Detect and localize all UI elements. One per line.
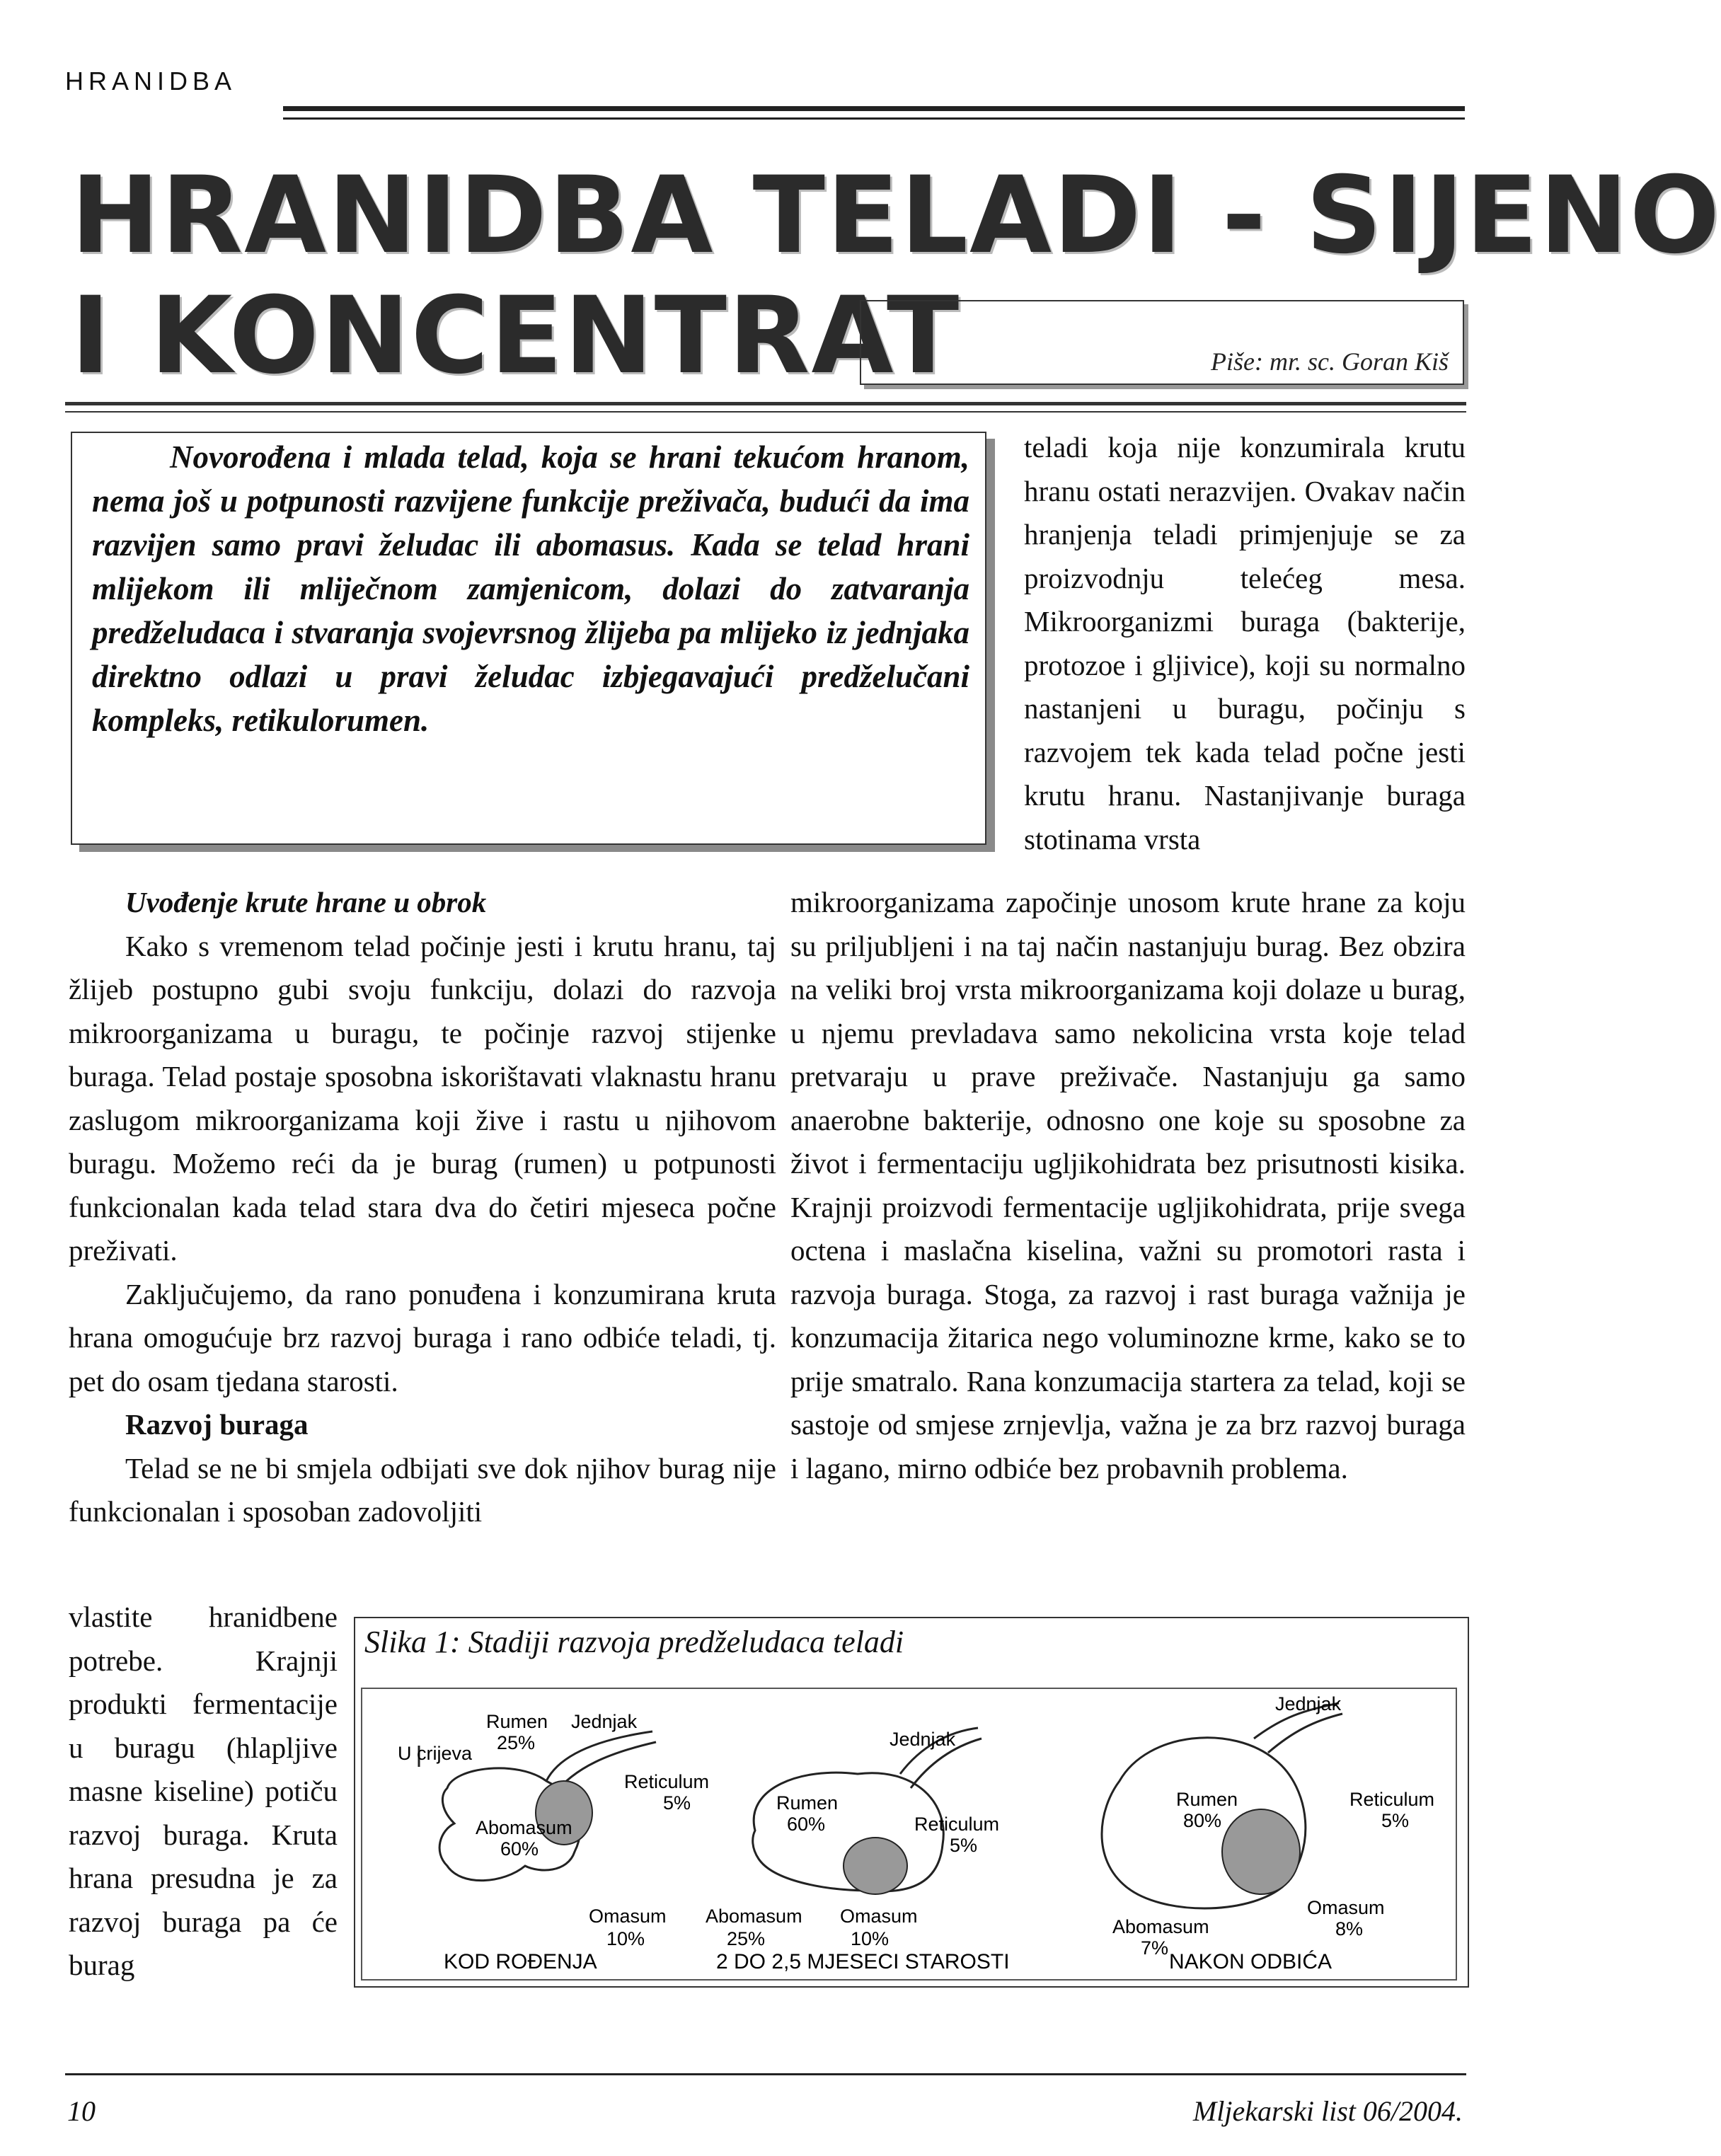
- label-reticulum-pct: 5%: [1381, 1810, 1410, 1831]
- article-title-line2: I KONCENTRAT: [71, 275, 961, 398]
- stage-after-weaning: [1102, 1693, 1434, 1973]
- label-jednjak: Jednjak: [890, 1729, 956, 1750]
- subheading-rumen-development: Razvoj buraga: [125, 1408, 309, 1441]
- label-omasum-pct: 8%: [1335, 1918, 1364, 1939]
- label-rumen: Rumen: [486, 1711, 548, 1732]
- label-jednjak: Jednjak: [1275, 1693, 1342, 1714]
- label-rumen-pct: 80%: [1183, 1810, 1222, 1831]
- paragraph: vlastite hranidbene potrebe. Krajnji produkti fermentacije u buragu (hlapljive masne kiseline) potiču razvoj buraga. Kruta hrana presudna je za razvoj buraga pa će burag: [69, 1601, 338, 1981]
- label-omasum: Omasum: [1307, 1897, 1385, 1918]
- publication-footer: Mljekarski list 06/2004.: [1192, 2095, 1463, 2127]
- label-reticulum: Reticulum: [914, 1814, 1000, 1835]
- label-omasum-pct: 10%: [606, 1928, 645, 1949]
- intro-text: Novorođena i mlada telad, koja se hrani tekućom hranom, nema još u potpunosti razvijene funkcije preživača, budući da ima razvijen samo pravi želudac ili abomasus. Kada se telad hrani mlijekom ili mliječnom zamjenicom, dolazi do zatvaranja predželudaca i stvaranja svojevrsnog žlijeba pa mlijeko iz jednjaka direktno odlazi u pravi želudac izbjegavajući predželučani kompleks, retikulorumen.: [92, 439, 969, 738]
- stage-label-after-weaning: NAKON ODBIĆA: [1169, 1950, 1333, 1973]
- label-u-crijeva: U crijeva: [398, 1743, 473, 1764]
- article-title-line1: HRANIDBA TELADI - SIJENO: [71, 154, 1721, 277]
- label-abomasum-pct: 60%: [500, 1838, 539, 1860]
- column-right-top: [1024, 426, 1466, 861]
- stage-label-at-birth: KOD ROĐENJA: [444, 1950, 597, 1973]
- label-omasum: Omasum: [840, 1906, 918, 1927]
- label-reticulum: Reticulum: [624, 1771, 710, 1792]
- label-abomasum-pct: 7%: [1141, 1937, 1169, 1959]
- label-abomasum: Abomasum: [1112, 1916, 1209, 1937]
- subheading-intro-solid-food: Uvođenje krute hrane u obrok: [125, 886, 487, 918]
- label-jednjak: Jednjak: [571, 1711, 638, 1732]
- label-abomasum-pct: 25%: [727, 1928, 766, 1949]
- stage-label-2-months: 2 DO 2,5 MJESECI STAROSTI: [716, 1950, 1010, 1973]
- label-rumen-pct: 60%: [787, 1814, 826, 1835]
- label-abomasum: Abomasum: [706, 1906, 802, 1927]
- label-rumen: Rumen: [1176, 1789, 1238, 1810]
- column-right: [790, 881, 1466, 1490]
- footer-rule: [65, 2073, 1466, 2075]
- page-number: 10: [67, 2095, 96, 2127]
- label-abomasum: Abomasum: [476, 1817, 572, 1838]
- stage-at-birth: [398, 1711, 709, 1973]
- header-rule: [283, 106, 1465, 120]
- stomach-diagram: [361, 1688, 1457, 1981]
- paragraph: Zaključujemo, da rano ponuđena i konzumirana kruta hrana omogućuje brz razvoj buraga i rano odbiće teladi, tj. pet do osam tjedana starosti.: [69, 1277, 776, 1397]
- label-rumen: Rumen: [776, 1792, 839, 1814]
- column-left: [69, 881, 776, 1534]
- paragraph: teladi koja nije konzumirala krutu hranu ostati nerazvijen. Ovakav način hranjenja teladi primjenjuje se za proizvodnju telećeg mesa. Mikroorganizmi buraga (bakterije, protozoe i gljivice), koji su normalno nastanjeni u buragu, počinju s razvojem tek kada telad počne jesti krutu hranu. Nastanjivanje buraga stotinama vrsta: [1024, 431, 1466, 855]
- section-label: HRANIDBA: [65, 67, 237, 96]
- column-left-narrow: [69, 1596, 338, 1988]
- label-reticulum-pct: 5%: [950, 1835, 978, 1856]
- paragraph: mikroorganizama započinje unosom krute hrane za koju su priljubljeni i na taj način nastanjuju burag. Bez obzira na veliki broj vrsta mikroorganizama koji dolaze u burag, u njemu prevladava samo nekolicina vrsta koje telad pretvaraju u prave preživače. Nastanjuju ga samo anaerobne bakterije, odnosno one koje su sposobne za život i fermentaciju ugljikohidrata bez prisutnosti kisika. Krajnji proizvodi fermentacije ugljikohidrata, prije svega octena i maslačna kiselina, važni su promotori rasta i razvoja buraga. Stoga, za razvoj i rast buraga važnija je konzumacija žitarica nego voluminozne krme, kako se to prije smatralo. Rana konzumacija startera za telad, koji se sastoje od smjese zrnjevlja, važna je za brz razvoj buraga i lagano, mirno odbiće bez probavnih problema.: [790, 886, 1466, 1485]
- label-omasum-pct: 10%: [851, 1928, 890, 1949]
- label-rumen-pct: 25%: [497, 1732, 536, 1753]
- label-omasum: Omasum: [589, 1906, 667, 1927]
- paragraph: Telad se ne bi smjela odbijati sve dok njihov burag nije funkcionalan i sposoban zadovoljiti: [69, 1451, 776, 1528]
- author-byline: Piše: mr. sc. Goran Kiš: [1210, 347, 1449, 376]
- figure-caption: Slika 1: Stadiji razvoja predželudaca teladi: [364, 1625, 904, 1659]
- title-rule: [65, 402, 1466, 413]
- label-reticulum-pct: 5%: [663, 1792, 691, 1814]
- stage-2-months: [706, 1728, 1010, 1973]
- stomach-diagram-svg: [362, 1689, 1456, 1979]
- label-reticulum: Reticulum: [1349, 1789, 1435, 1810]
- paragraph: Kako s vremenom telad počinje jesti i krutu hranu, taj žlijeb postupno gubi svoju funkciju, dolazi do razvoja mikroorganizama u buragu, te počinje razvoj stijenke buraga. Telad postaje sposobna iskorištavati vlaknastu hranu zaslugom mikroorganizama koji žive i rastu u njihovom buragu. Možemo reći da je burag (rumen) u potpunosti funkcionalan kada telad stara dva do četiri mjeseca počne preživati.: [69, 929, 776, 1267]
